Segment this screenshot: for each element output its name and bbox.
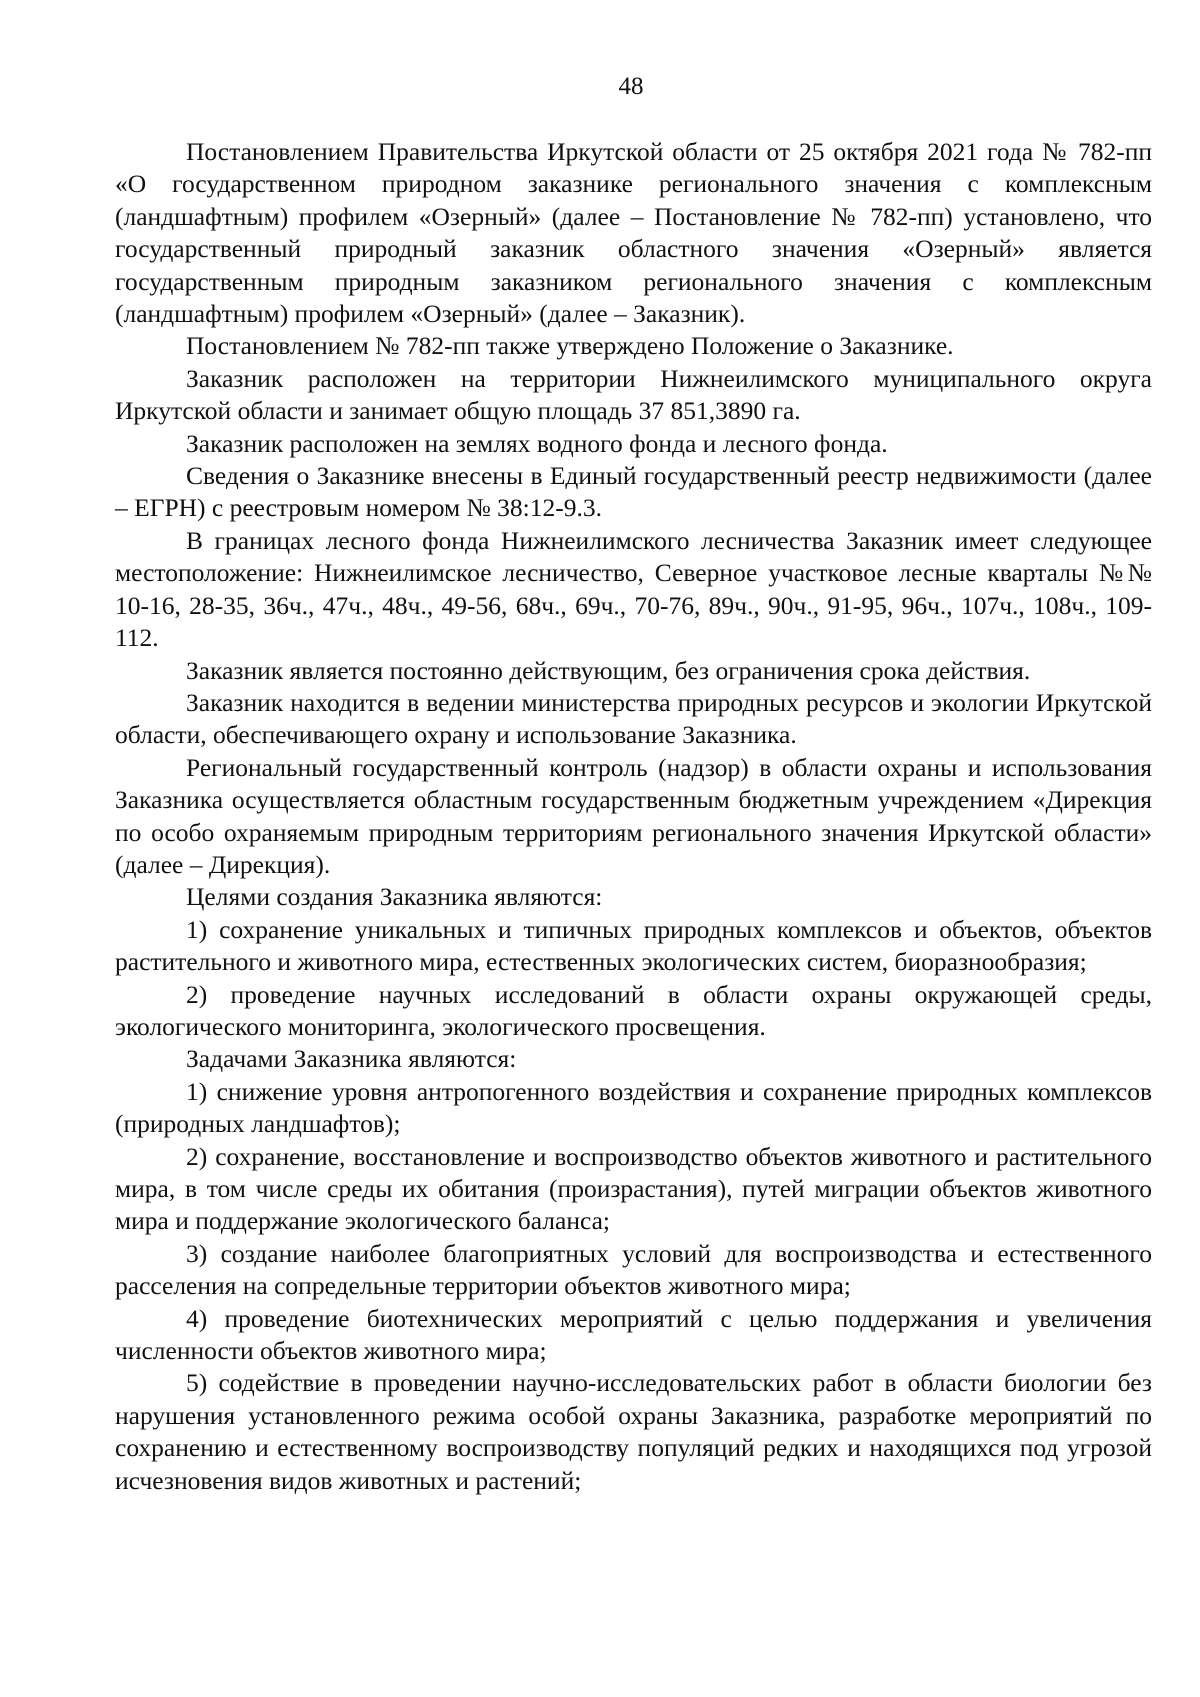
list-item-task-5: 5) содействие в проведении научно-исследовательских работ в области биологии без нарушения установленного режима особой охраны Заказника, разработке мероприятий по сохранению и естественному воспроизводству популяций редких и находящихся под угрозой исчезновения видов животных и растений;	[115, 1368, 1152, 1495]
paragraph-land-category: Заказник расположен на землях водного фонда и лесного фонда.	[186, 428, 888, 458]
paragraph-ministry-jurisdiction: Заказник находится в ведении министерства природных ресурсов и экологии Иркутской области, обеспечивающего охрану и использование Заказника.	[115, 687, 1152, 750]
paragraph-forest-quarters: В границах лесного фонда Нижнеилимского лесничества Заказник имеет следующее местоположение: Нижнеилимское лесничество, Северное участковое лесные кварталы №№ 10-16, 28-35, 36ч., 47ч., 48ч., 49-56, 68ч., 69ч., 70-76, 89ч., 90ч., 91-95, 96ч., 107ч., 108ч., 109-112.	[115, 525, 1152, 653]
paragraph-location-area: Заказник расположен на территории Нижнеилимского муниципального округа Иркутской области и занимает общую площадь 37 851,3890 га.	[115, 363, 1152, 426]
paragraph-goals-heading: Целями создания Заказника являются:	[186, 882, 603, 912]
document-body	[115, 136, 1152, 1497]
paragraph-tasks-heading: Задачами Заказника являются:	[186, 1044, 517, 1074]
list-item-task-4: 4) проведение биотехнических мероприятий с целью поддержания и увеличения численности объектов животного мира;	[115, 1303, 1152, 1366]
paragraph-egrn-record: Сведения о Заказнике внесены в Единый государственный реестр недвижимости (далее – ЕГРН) с реестровым номером № 38:12-9.3.	[115, 461, 1152, 523]
paragraph-resolution-782: Постановлением Правительства Иркутской области от 25 октября 2021 года № 782-пп «О государственном природном заказнике регионального значения с комплексным (ландшафтным) профилем «Озерный» (далее – Постановление № 782-пп) установлено, что государственный природный заказник областного значения «Озерный» является государственным природным заказником регионального значения с комплексным (ландшафтным) профилем «Озерный» (далее – Заказник).	[115, 137, 1152, 329]
list-item-task-1: 1) снижение уровня антропогенного воздействия и сохранение природных комплексов (природных ландшафтов);	[115, 1076, 1152, 1139]
paragraph-regulation-approved: Постановлением № 782-пп также утверждено Положение о Заказнике.	[186, 331, 954, 361]
list-item-task-3: 3) создание наиболее благоприятных условий для воспроизводства и естественного расселения на сопредельные территории объектов животного мира;	[115, 1238, 1152, 1301]
page-number: 48	[618, 73, 644, 100]
paragraph-state-control: Региональный государственный контроль (надзор) в области охраны и использования Заказника осуществляется областным государственным бюджетным учреждением «Дирекция по особо охраняемым природным территориям регионального значения Иркутской области» (далее – Дирекция).	[115, 752, 1152, 879]
paragraph-permanent-status: Заказник является постоянно действующим, без ограничения срока действия.	[186, 655, 1031, 685]
list-item-goal-1: 1) сохранение уникальных и типичных природных комплексов и объектов, объектов растительного и животного мира, естественных экологических систем, биоразнообразия;	[115, 914, 1152, 977]
list-item-goal-2: 2) проведение научных исследований в области охраны окружающей среды, экологического мониторинга, экологического просвещения.	[115, 979, 1152, 1041]
list-item-task-2: 2) сохранение, восстановление и воспроизводство объектов животного и растительного мира, в том числе среды их обитания (произрастания), путей миграции объектов животного мира и поддержание экологического баланса;	[115, 1141, 1152, 1236]
